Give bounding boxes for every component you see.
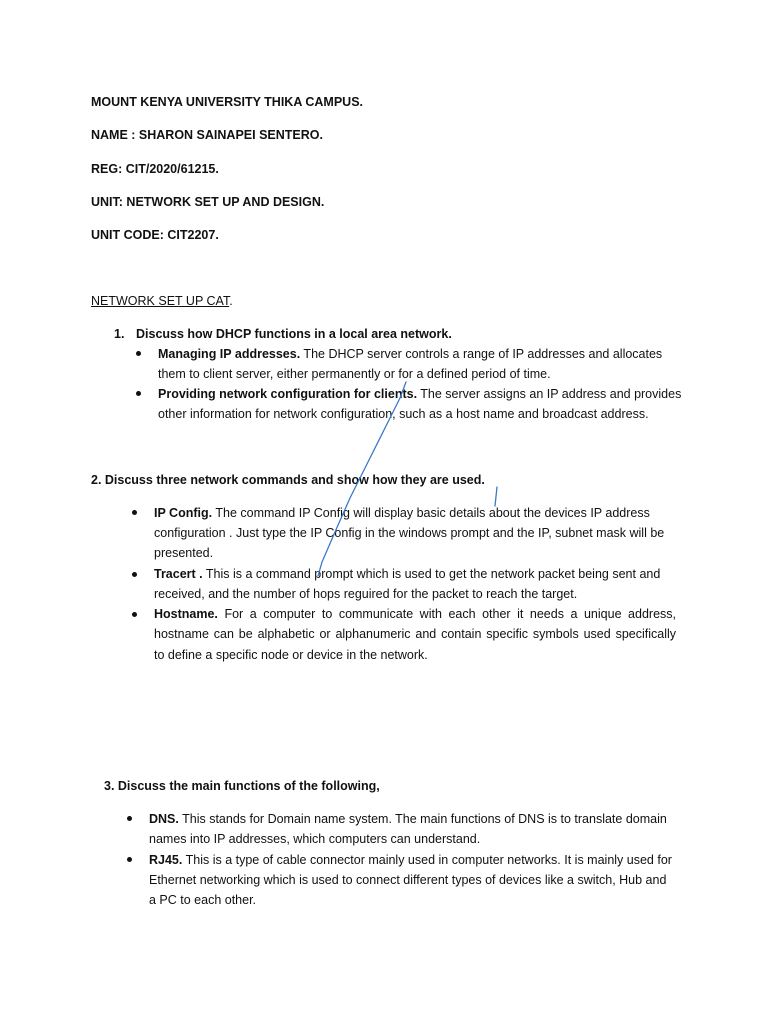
q2-bullet-2-line-1 [154,564,660,584]
q3-bullet-2-line-3: a PC to each other. [149,893,257,907]
q3-bullet-1-text: This stands for Domain name system. The main functions of DNS is to translate domain [178,812,667,826]
registration-number: REG: CIT/2020/61215. [91,162,219,176]
q3-bullet-2-text: This is a type of cable connector mainly used in computer networks. It is mainly used for [182,853,672,867]
document-title-text: NETWORK SET UP CAT [91,294,230,308]
q1-bullet-1-text: The DHCP server controls a range of IP addresses and allocates [300,347,663,361]
q1-bullet-2-term: Providing network configuration for clients. [158,387,418,401]
q3-bullet-1-line-2: names into IP addresses, which computers can understand. [149,832,481,846]
q2-bullet-1-text: The command IP Config will display basic details about the devices IP address [212,506,650,520]
bullet-icon [127,816,132,821]
q1-bullet-2-text: The server assigns an IP address and provides [417,387,682,401]
q2-bullet-1-line-3: presented. [154,546,214,560]
document-title-period: . [229,294,233,308]
q2-bullet-1-line-1 [154,503,650,523]
q2-bullet-1-term: IP Config. [154,506,213,520]
bullet-icon [136,351,141,356]
bullet-icon [127,857,132,862]
q2-bullet-3-term: Hostname. [154,607,218,621]
q2-bullet-3-line-1 [154,604,676,624]
q1-bullet-1-line-1 [158,344,662,364]
q3-bullet-2-line-2: Ethernet networking which is used to connect different types of devices like a switch, Hub and [149,873,667,887]
q1-bullet-1-term: Managing IP addresses. [158,347,301,361]
q1-bullet-1-line-2: them to client server, either permanently or for a defined period of time. [158,367,551,381]
unit-name: UNIT: NETWORK SET UP AND DESIGN. [91,195,325,209]
student-name: NAME : SHARON SAINAPEI SENTERO. [91,128,323,142]
q2-bullet-2-text: This is a command prompt which is used to get the network packet being sent and [202,567,661,581]
q1-question: Discuss how DHCP functions in a local area network. [136,327,452,341]
q2-bullet-2-line-2: received, and the number of hops reguired for the packet to reach the target. [154,587,578,601]
q2-question: 2. Discuss three network commands and show how they are used. [91,473,485,487]
bullet-icon [132,572,137,577]
q1-bullet-2-line-1 [158,384,681,404]
bullet-icon [136,391,141,396]
q3-bullet-1-term: DNS. [149,812,179,826]
q3-bullet-2-line-1 [149,850,672,870]
q3-bullet-1-line-1 [149,809,667,829]
q3-question: 3. Discuss the main functions of the following, [104,779,380,793]
q2-bullet-3-text: For a computer to communicate with each other it needs a unique address, [217,607,676,621]
bullet-icon [132,612,137,617]
q2-bullet-3-line-3: to define a specific node or device in the network. [154,648,428,662]
q2-bullet-2-term: Tracert . [154,567,203,581]
q2-bullet-1-line-2: configuration . Just type the IP Config in the windows prompt and the IP, subnet mask will be [154,526,665,540]
document-title [91,291,233,311]
q1-bullet-2-line-2: other information for network configuration, such as a host name and broadcast address. [158,407,649,421]
q2-bullet-3-line-2: hostname can be alphabetic or alphanumeric and contain specific symbols used specifically [154,627,676,641]
q1-number: 1. [114,327,125,341]
university-name: MOUNT KENYA UNIVERSITY THIKA CAMPUS. [91,95,364,109]
q3-bullet-2-term: RJ45. [149,853,183,867]
unit-code: UNIT CODE: CIT2207. [91,228,219,242]
bullet-icon [132,510,137,515]
